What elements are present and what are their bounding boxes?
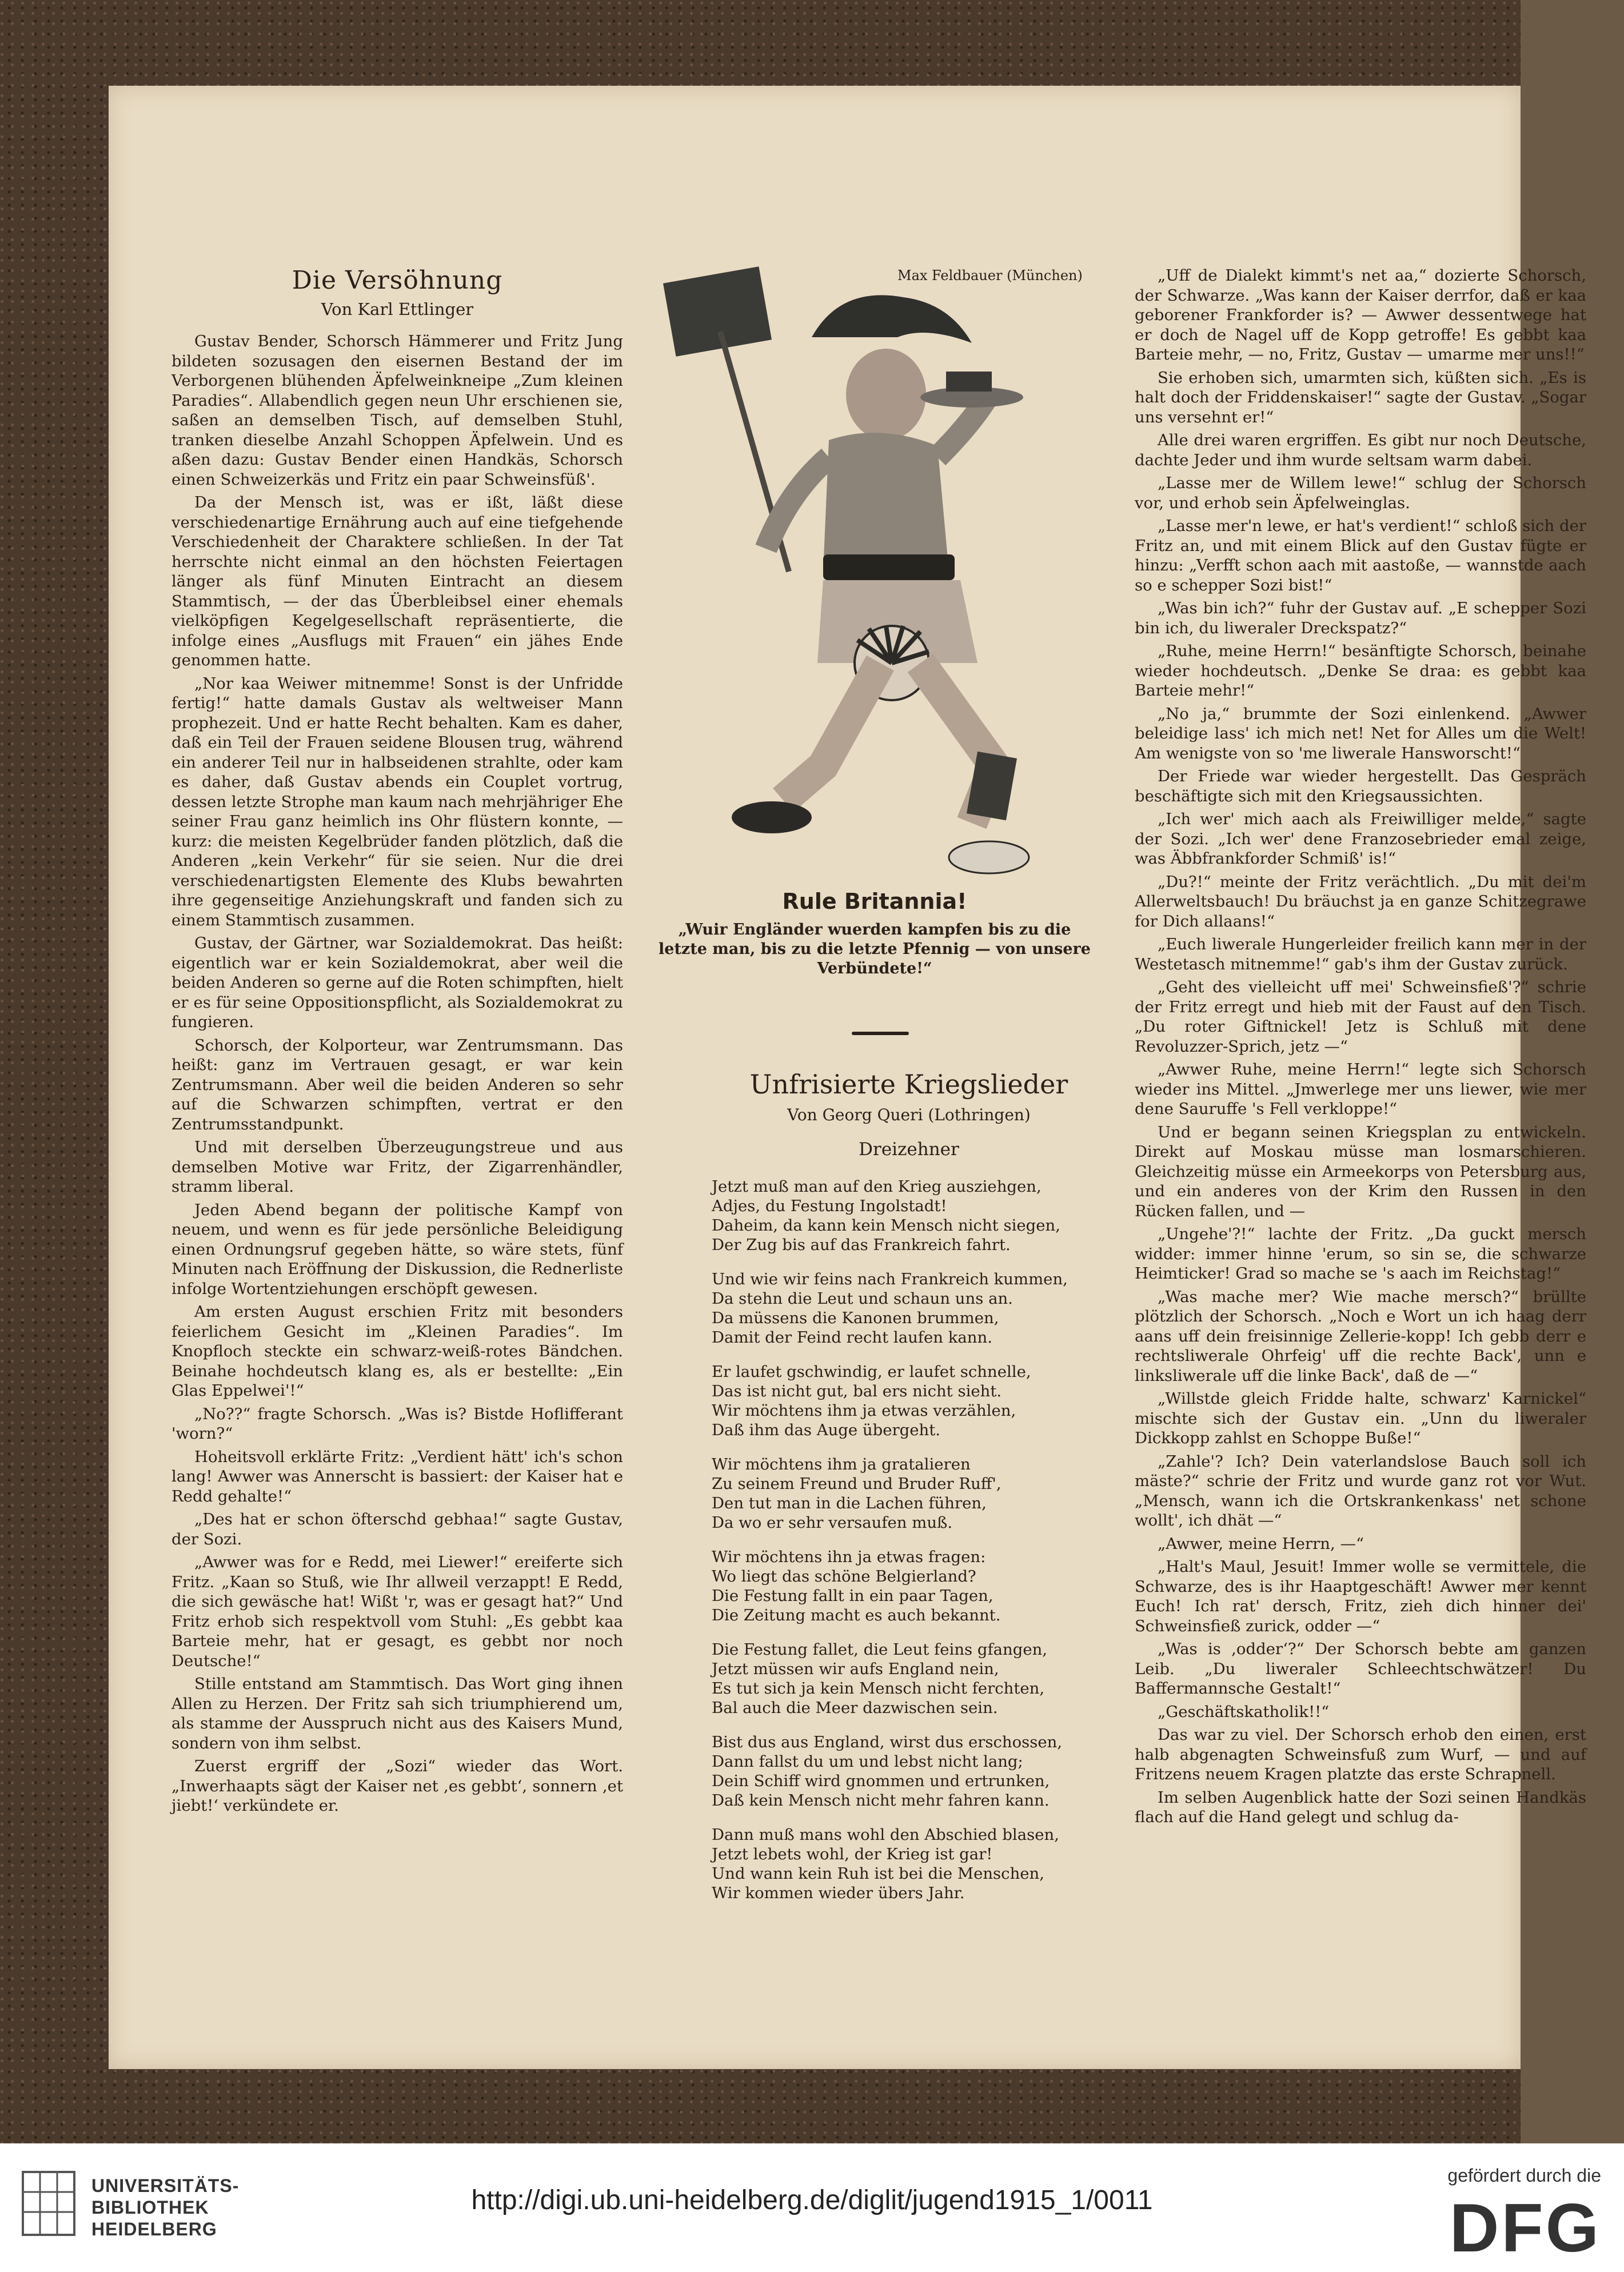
verse-line: Damit der Feind recht laufen kann. [712, 1328, 992, 1347]
verse-line: Wo liegt das schöne Belgierland? [712, 1567, 976, 1586]
paragraph: Sie erhoben sich, umarmten sich, küßten sich. „Es is halt doch der Friddenskaiser!“ sagte der Gustav. „Sogar uns versehnt er!“ [1135, 368, 1586, 426]
paragraph: „Was is ,odder‘?“ Der Schorsch bebte am ganzen Leib. „Du liweraler Schleechtschwätzer! Du Baffermannsche Gestalt!“ [1135, 1640, 1586, 1698]
article-author: Von Karl Ettlinger [321, 300, 474, 319]
poem-author: Von Georg Queri (Lothringen) [787, 1105, 1031, 1124]
paragraph: „Was bin ich?“ fuhr der Gustav auf. „E schepper Sozi bin ich, du liweraler Dreckspatz?“ [1135, 599, 1586, 637]
verse-line: Dann muß mans wohl den Abschied blasen, [712, 1826, 1059, 1844]
stanza [712, 1547, 1106, 1625]
paragraph: Der Friede war wieder hergestellt. Das Gespräch beschäftigte sich mit den Kriegsaussichten. [1135, 767, 1586, 805]
paragraph: „Ruhe, meine Herrn!“ besänftigte Schorsch, beinahe wieder hochdeutsch. „Denke Se draa: es gebbt kaa Barteie mehr!“ [1135, 642, 1586, 700]
verse-line: Dann fallst du um und lebst nicht lang; [712, 1752, 1023, 1771]
paragraph: Und mit derselben Überzeugungstreue und aus demselben Motive war Fritz, der Zigarrenhändler, stramm liberal. [171, 1138, 623, 1196]
library-name: UNIVERSITÄTS- BIBLIOTHEK HEIDELBERG [91, 2175, 240, 2239]
paragraph: „Lasse mer'n lewe, er hat's verdient!“ schloß sich der Fritz an, und mit einem Blick auf den Gustav fügte er hinzu: „Verfft schon aach mit aastoße, — wannstde aach so e schepper Sozi bist!“ [1135, 517, 1586, 594]
caption-text: „Wuir Engländer wuerden kampfen bis zu die letzte man, bis zu die letzte Pfennig — von unsere Verbündete!“ [659, 921, 1091, 977]
verse-line: Und wann kein Ruh ist bei die Menschen, [712, 1864, 1045, 1883]
verse-line: Es tut sich ja kein Mensch nicht ferchten, [712, 1679, 1045, 1698]
paragraph: „Ich wer' mich aach als Freiwilliger melde,“ sagte der Sozi. „Ich wer' dene Franzosebrieder emal zeige, was Äbbfrankforder Schmiß' is!“ [1135, 810, 1586, 868]
verse-line: Und wie wir feins nach Frankreich kummen, [712, 1270, 1068, 1288]
paragraph: Im selben Augenblick hatte der Sozi seinen Handkäs flach auf die Hand gelegt und schlug da- [1135, 1788, 1586, 1826]
paragraph: Hoheitsvoll erklärte Fritz: „Verdient hätt' ich's schon lang! Awwer was Annerscht is bassiert: der Kaiser hat e Redd gehalte!“ [171, 1447, 623, 1506]
stanza [712, 1640, 1106, 1718]
paragraph: „Euch liwerale Hungerleider freilich kann mer in der Westetasch mitnemme!“ gab's ihm der Gustav zurück. [1135, 935, 1586, 973]
dfg-logo: DFG [1449, 2190, 1601, 2266]
paragraph: „Ungehe'?!“ lachte der Fritz. „Da guckt mersch widder: immer hinne 'erum, so sin se, die schwarze Heimticker! Grad so mache se 's aach im Reichstag!“ [1135, 1225, 1586, 1283]
caption-title: Rule Britannia! [782, 889, 967, 914]
paragraph: „Nor kaa Weiwer mitnemme! Sonst is der Unfridde fertig!“ hatte damals Gustav als weltweiser Mann prophezeit. Und er hatte Recht behalten. Kam es daher, daß ein Teil der Frauen seidene Blousen trug, während ein anderer Teil nur in halbseidenen strahlte, oder kam es daher, daß Gustav abends ein Couplet vortrug, dessen letzte Strophe man kaum nach mehrjähriger Ehe seiner Frau ganz heimlich ins Ohr flüstern konnte, — kurz: die meisten Kegelbrüder fanden plötzlich, daß die Anderen „kein Verkehr“ für sie seien. Nur die drei verschiedenartigsten Elemente des Klubs bewahrten ihre gegenseitige Anziehungskraft und fanden sich zu einem Stammtisch zusammen. [171, 674, 623, 929]
paragraph: „No ja,“ brummte der Sozi einlenkend. „Awwer beleidige lass' ich mich net! Net for Alles um die Welt! Am wenigste von so 'me liwerale Hansworscht!“ [1135, 704, 1586, 762]
poem-column [712, 1069, 1106, 1918]
verse-line: Die Festung fallet, die Leut feins gfangen, [712, 1640, 1048, 1659]
funded-by-text: gefördert durch die [1447, 2165, 1601, 2186]
verse-line: Bal auch die Meer dazwischen sein. [712, 1699, 998, 1717]
paragraph: Und er begann seinen Kriegsplan zu entwickeln. Direkt auf Moskau müsse man losmarschieren. Gleichzeitig müsse ein Armeekorps von Petersburg aus, und ein anderes von der Krim den Russen in den Rücken fallen, und — [1135, 1123, 1586, 1220]
right-column [1135, 266, 1586, 1831]
illustration-credit: Max Feldbauer (München) [897, 267, 1083, 283]
verse-line: Da wo er sehr versaufen muß. [712, 1514, 953, 1532]
paragraph: Zuerst ergriff der „Sozi“ wieder das Wort. „Inwerhaapts sägt der Kaiser net ,es gebbt‘, sonnern ,et jiebt!‘ verkündete er. [171, 1757, 623, 1815]
viewer-footer [0, 2143, 1624, 2272]
verse-line: Jetzt lebets wohl, der Krieg ist gar! [712, 1845, 993, 1863]
paragraph: Stille entstand am Stammtisch. Das Wort ging ihnen Allen zu Herzen. Der Fritz sah sich triumphierend um, als stamme der Ausspruch nicht aus des Kaisers Mund, sondern von ihm selbst. [171, 1675, 623, 1752]
stanza [712, 1825, 1106, 1903]
section-divider [852, 1032, 909, 1035]
paragraph: „Awwer, meine Herrn, —“ [1158, 1534, 1364, 1553]
verse-line: Die Festung fallt in ein paar Tagen, [712, 1587, 993, 1605]
verse-line: Daß kein Mensch nicht mehr fahren kann. [712, 1791, 1050, 1810]
verse-line: Da stehn die Leut und schaun uns an. [712, 1289, 1013, 1308]
paragraph: „No??“ fragte Schorsch. „Was is? Bistde Hoflifferant 'worn?“ [171, 1404, 623, 1443]
paragraph: Alle drei waren ergriffen. Es gibt nur noch Deutsche, dachte Jeder und ihm wurde seltsam warm dabei. [1135, 431, 1586, 469]
paragraph: Gustav Bender, Schorsch Hämmerer und Fritz Jung bildeten sozusagen den eisernen Bestand der im Verborgenen blühenden Äpfelweinkneipe „Zum kleinen Paradies“. Allabendlich gegen neun Uhr erschienen sie, saßen an demselben Tisch, auf demselben Stuhl, tranken dieselbe Anzahl Schoppen Äpfelwein. Und es aßen dazu: Gustav Bender einen Handkäs, Schorsch einen Schweizerkäs und Fritz ein paar Schweinsfüß'. [171, 332, 623, 489]
verse-line: Daß ihm das Auge übergeht. [712, 1421, 941, 1439]
verse-line: Dein Schiff wird gnommen und ertrunken, [712, 1772, 1050, 1790]
paragraph: „Geht des vielleicht uff mei' Schweinsfieß'?“ schrie der Fritz erregt und hieb mit der Faust auf den Tisch. „Du roter Giftnickel! Jetz is Schluß mit dene Revoluzzer-Sprich, jetz —“ [1135, 978, 1586, 1056]
paragraph: „Lasse mer de Willem lewe!“ schlug der Schorsch vor, und erhob sein Äpfelweinglas. [1135, 474, 1586, 512]
verse-line: Daheim, da kann kein Mensch nicht siegen, [712, 1216, 1060, 1235]
paragraph: Das war zu viel. Der Schorsch erhob den einen, erst halb abgenagten Schweinsfuß zum Wurf, — und auf Fritzens neuem Kragen platzte das erste Schrapnell. [1135, 1726, 1586, 1783]
article-title: Die Versöhnung [292, 266, 503, 295]
verse-line: Der Zug bis auf das Frankreich fahrt. [712, 1236, 1011, 1254]
verse-line: Da müssens die Kanonen brummen, [712, 1309, 999, 1327]
verse-line: Jetzt müssen wir aufs England nein, [712, 1660, 999, 1678]
verse-line: Adjes, du Festung Ingolstadt! [712, 1197, 947, 1215]
stanza [712, 1455, 1106, 1532]
paragraph: Da der Mensch ist, was er ißt, läßt diese verschiedenartige Ernährung auch auf eine tiefgehende Verschiedenheit der Charaktere schließen. In der Tat herrschte nicht einmal an den höchsten Feiertagen länger als fünf Minuten Eintracht an diesem Stammtisch, — der das Überbleibsel einer ehemals vielköpfigen Kegelgesellschaft repräsentierte, die infolge eines „Ausflugs mit Frauen“ ein jähes Ende genommen hatte. [171, 493, 623, 669]
verse-line: Er laufet gschwindig, er laufet schnelle, [712, 1363, 1031, 1381]
paragraph: Jeden Abend begann der politische Kampf von neuem, und wenn es für jede persönliche Beleidigung einen Ordnungsruf gegeben hätte, so wäre stets, fünf Minuten nach Eröffnung der Diskussion, die Rednerliste infolge Wortentziehungen erschöpft gewesen. [171, 1200, 623, 1298]
paragraph: „Willstde gleich Fridde halte, schwarz' Karnickel“ mischte sich der Gustav ein. „Unn du liweraler Dickkopp zahlst en Schoppe Buße!“ [1135, 1389, 1586, 1447]
verse-line: Den tut man in die Lachen führen, [712, 1494, 987, 1512]
poem-title: Dreizehner [859, 1139, 959, 1160]
verse-line: Wir möchtens ihm ja etwas verzählen, [712, 1401, 1016, 1420]
paragraph: „Awwer was for e Redd, mei Liewer!“ ereiferte sich Fritz. „Kaan so Stuß, wie Ihr allweil verzappt! E Redd, die sich gewäsche hat! Wißt 'r, was er gesagt hat?“ Und Fritz erhob sich respektvoll vom Stuhl: „Es gebbt kaa Barteie mehr, hat er gesagt, es gebbt nor noch Deutsche!“ [171, 1553, 623, 1670]
verse-line: Wir möchtens ihm ja gratalieren [712, 1455, 971, 1474]
paragraph: „Uff de Dialekt kimmt's net aa,“ dozierte Schorsch, der Schwarze. „Was kann der Kaiser derrfor, daß er kaa geborener Frankforder is? — Awwer dessentwege hat er doch de Nagel uff de Kopp getroffe! Es gebbt kaa Barteie mehr, — no, Fritz, Gustav — umarme mer uns!!“ [1135, 266, 1586, 364]
paragraph: „Des hat er schon öfterschd gebhaa!“ sagte Gustav, der Sozi. [171, 1510, 623, 1548]
stanza [712, 1732, 1106, 1810]
paragraph: „Was mache mer? Wie mache mersch?“ brüllte plötzlich der Schorsch. „Noch e Wort un ich haag derr aans uff dein freisinnige Zellerie-kopp! Ich gebb derr e rechtsliwerale Ohrfeig' uff die rechte Back', unn e linksliwerale uff die linke Back', daß de —“ [1135, 1287, 1586, 1385]
verse-line: Die Zeitung macht es auch bekannt. [712, 1606, 1001, 1624]
left-column [171, 266, 623, 1819]
verse-line: Das ist nicht gut, bal ers nicht sieht. [712, 1382, 1002, 1400]
verse-line: Jetzt muß man auf den Krieg ausziehgen, [712, 1177, 1042, 1196]
verse-line: Bist dus aus England, wirst dus erschossen, [712, 1733, 1063, 1751]
paragraph: „Du?!“ meinte der Fritz verächtlich. „Du mit dei'm Allerweltsbauch! Du bräuchst ja en ganze Schitzegrawe for Dich allaans!“ [1135, 872, 1586, 931]
paragraph: „Halt's Maul, Jesuit! Immer wolle se vermittele, die Schwarze, des is ihr Haaptgeschäft! Awwer mer kennt Euch! Ich rat' dersch, Fritz, zieh dich hinner dei' Schweinsfieß zurick, odder —“ [1135, 1558, 1586, 1635]
verse-line: Zu seinem Freund und Bruder Ruff', [712, 1475, 1001, 1493]
paragraph: „Awwer Ruhe, meine Herrn!“ legte sich Schorsch wieder ins Mittel. „Jmwerlege mer uns liewer, wie mer dene Sauruffe 's Fell verkloppe!“ [1135, 1060, 1586, 1118]
paragraph: Gustav, der Gärtner, war Sozialdemokrat. Das heißt: eigentlich war er kein Sozialdemokrat, aber weil die beiden Anderen so gerne auf die Roten schimpften, hielt er es für seine Oppositionspflicht, als Sozialdemokrat zu fungieren. [171, 934, 623, 1031]
paragraph: Am ersten August erschien Fritz mit besonders feierlichem Gesicht im „Kleinen Paradies“. Im Knopfloch steckte ein schwarz-weiß-rotes Bändchen. Beinahe hochdeutsch klang es, als er bestellte: „Ein Glas Eppelwei'!“ [171, 1303, 623, 1400]
stanza [712, 1177, 1106, 1255]
illustration-rule-britannia [652, 251, 1098, 880]
verse-line: Wir möchtens ihn ja etwas fragen: [712, 1548, 986, 1566]
verse-line: Wir kommen wieder übers Jahr. [712, 1884, 965, 1902]
poem-section-title: Unfrisierte Kriegslieder [749, 1069, 1068, 1100]
stanza [712, 1362, 1106, 1440]
stanza [712, 1269, 1106, 1347]
paragraph: „Geschäftskatholik!!“ [1158, 1702, 1330, 1721]
paragraph: Schorsch, der Kolporteur, war Zentrumsmann. Das heißt: ganz im Vertrauen gesagt, er war kein Zentrumsmann. Aber weil die beiden Anderen so sehr auf die Schwarzen schimpften, vertrat er den Zentrumsstandpunkt. [171, 1036, 623, 1133]
paragraph: „Zahle'? Ich? Dein vaterlandslose Bauch soll ich mäste?“ schrie der Fritz und wurde ganz rot vor Wut. „Mensch, wann ich die Ortskrankenkass' net schone wollt', ich dhät —“ [1135, 1452, 1586, 1530]
source-url-link[interactable]: http://digi.ub.uni-heidelberg.de/diglit/jugend1915_1/0011 [471, 2185, 1153, 2215]
